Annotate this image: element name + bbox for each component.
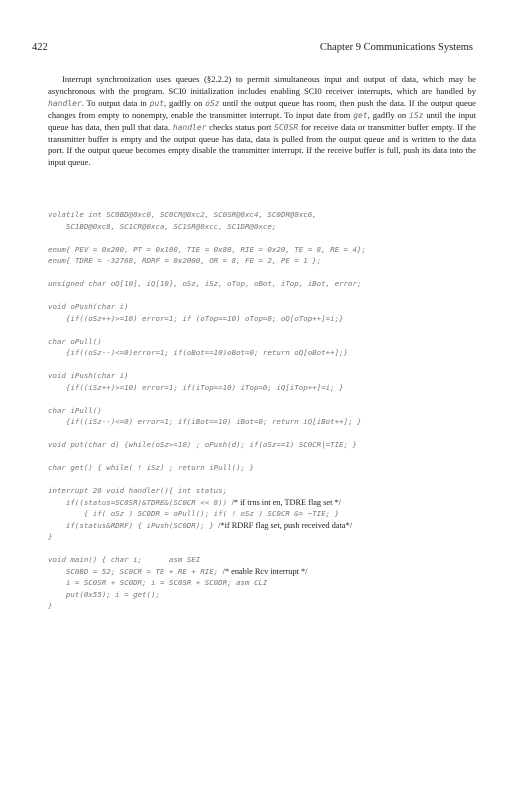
code-line: char iPull() [48, 405, 102, 415]
text-run: checks status port [206, 121, 275, 132]
code-line: void put(char d) {while(oSz>=10) ; oPush(d); if(oSz==1) SC0CR|=TIE; } [48, 440, 357, 449]
code-line: enum{ TDRE = -32768, RDRF = 0x2000, OR = 8, FE = 2, PE = 1 }; [48, 256, 322, 265]
code-line: {if((oSz++)>=10) error=1; if (oTop==10) oTop=0; oQ[oTop++]=i;} [48, 313, 344, 323]
inline-code: put [149, 98, 165, 108]
text-run: Interrupt synchronization uses queues (§2.2.2) to permit simultaneous input and output of data, which may be asynchronous with the program. SCI0 initialization includes enabling SCI0 receiver interrupts, which are handled by [48, 74, 476, 96]
code-line: SC1BD@0xc8, SC1CR@0xca, SC1SR@0xcc, SC1DR@0xce; [48, 221, 277, 231]
code-line: { if( oSz ) SC0DR = oPull(); if( ! oSz ) SC0CR &= ~TIE; } [48, 509, 340, 518]
code-line: char oPull() [48, 336, 102, 346]
code-line: interrupt 20 void handler(){ int status; [48, 486, 228, 495]
code-comment: /* enable Rcv interrupt */ [222, 566, 308, 576]
blank-line [48, 474, 488, 486]
blank-line [48, 324, 488, 336]
code-text: SC0BD = 52; SC0CR = TE + RE + RIE; [48, 566, 223, 576]
code-text: if((status=SC0SR)&TDRE&(SC0CR << 8)) [48, 497, 232, 507]
paragraph-text [48, 74, 476, 169]
inline-code: handler [172, 122, 207, 132]
blank-line [48, 267, 488, 279]
text-run: , gadfly on [164, 97, 206, 108]
code-line: {if((iSz++)>=10) error=1; if(iTop==10) iTop=0; iQ[iTop++]=i; } [48, 382, 344, 392]
code-line: volatile int SC0BD@0xc0, SC0CR@0xc2, SC0SR@0xc4, SC0DR@0xc6, [48, 210, 317, 219]
code-text: if(status&RDRF) { iPush(SC0DR); } [48, 520, 219, 530]
inline-code: oSz [205, 98, 220, 108]
text-run: until the output queue has room, then push the data. If the output queue changes from empty to nonempty, enable the transmitter interrupt. To input date from [48, 97, 476, 120]
code-line: } [48, 532, 53, 541]
code-line: i = SC0SR + SC0DR; i = SC0SR + SC0DR; asm CLI [48, 578, 268, 587]
chapter-title: Chapter 9 Communications Systems [319, 42, 473, 53]
blank-line [48, 393, 488, 405]
page-header [32, 42, 473, 56]
code-line: void iPush(char i) [48, 371, 129, 380]
code-line [48, 566, 488, 578]
code-line: {if((oSz--)<=0)error=1; if(oBot==10)oBot=0; return oQ[oBot++];} [48, 348, 349, 357]
code-line [48, 520, 488, 532]
code-listing [48, 209, 488, 612]
code-line: unsigned char oQ[10], iQ[10], oSz, iSz, oTop, oBot, iTop, iBot, error; [48, 279, 362, 288]
inline-code: handler [48, 98, 82, 108]
blank-line [48, 543, 488, 555]
inline-code: iSz [409, 110, 424, 120]
body-paragraph [48, 74, 476, 169]
page-number: 422 [32, 42, 48, 53]
blank-line [48, 290, 488, 302]
text-run: . To output data in [81, 97, 150, 108]
text-run: until the input queue has data, then pull that data. [48, 109, 476, 132]
code-comment: /* if trns int en, TDRE flag set */ [231, 497, 341, 507]
code-line: char get() { while( ! iSz) ; return iPull(); } [48, 463, 254, 472]
blank-line [48, 451, 488, 463]
code-line [48, 497, 488, 509]
inline-code: SC0SR [274, 122, 299, 132]
code-line: } [48, 601, 53, 610]
code-line: void oPush(char i) [48, 302, 129, 311]
code-line: put(0x55); i = get(); [48, 589, 160, 599]
blank-line [48, 359, 488, 371]
code-line: void main() { char i; asm SEI [48, 555, 201, 564]
inline-code: get [353, 110, 368, 120]
blank-line [48, 232, 488, 244]
code-line: enum{ PEV = 0x200, PT = 0x100, TIE = 0x80, RIE = 0x20, TE = 8, RE = 4}; [48, 244, 366, 254]
blank-line [48, 428, 488, 440]
text-run: , gadfly on [367, 109, 409, 120]
text-run: for receive data or transmitter buffer empty. If the transmitter buffer is empty and the output queue has data, data is pulled from the output queue and is written to the data port. If the output queue becomes empty disable the transmitter interrupt. If the receive buffer is full, push its data into the input queue. [48, 121, 476, 168]
code-comment: /*if RDRF flag set, push received data*/ [218, 520, 353, 530]
code-line: {if((iSz--)<=0) error=1; if(iBot==10) iBot=0; return iQ[iBot++]; } [48, 417, 362, 426]
